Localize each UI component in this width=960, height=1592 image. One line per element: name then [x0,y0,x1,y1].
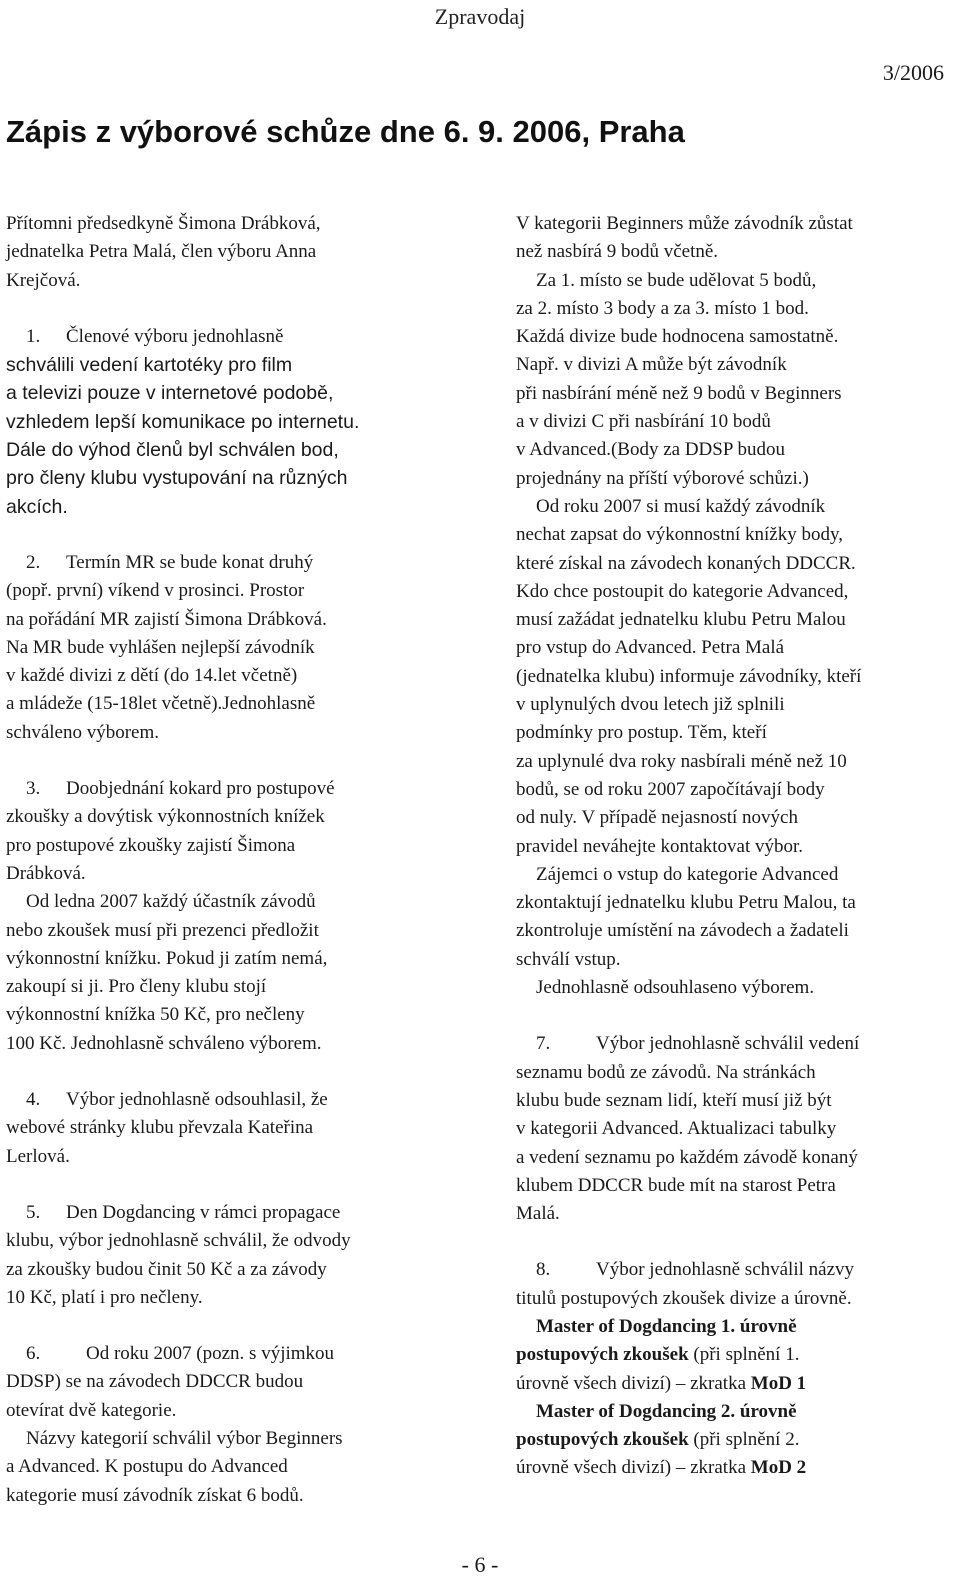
title-mod1-cont: postupových zkoušek [516,1344,689,1366]
text-line: Výbor jednohlasně schválil vedení [596,1033,860,1055]
text-line: jednatelka Petra Malá, člen výboru Anna [6,241,317,263]
text-line: Krejčová. [6,269,81,291]
text-line: a televizi pouze v internetové podobě, [6,382,334,405]
text-line: Termín MR se bude konat druhý [66,551,314,573]
text-line: schváleno výborem. [6,721,160,743]
text-line: schválili vedení kartotéky pro film [6,354,293,377]
text-line: Dále do výhod členů byl schválen bod, [6,439,339,462]
text-line: (jednatelka klubu) informuje závodníky, kteří [516,665,862,687]
text-line: Každá divize bude hodnocena samostatně. [516,326,839,348]
text-line: vzhledem lepší komunikace po internetu. [6,410,360,433]
text-line: klubu, výbor jednohlasně schválil, že odvody [6,1230,351,1252]
text-line: podmínky pro postup. Těm, kteří [516,722,767,744]
item-number: 7. [536,1033,551,1055]
text-line: v každé divizi z dětí (do 14.let včetně) [6,665,298,687]
text-line: a mládeže (15-18let včetně).Jednohlasně [6,693,316,715]
text-line: v kategorii Advanced. Aktualizaci tabulky [516,1118,837,1140]
text-line: za uplynulé dva roky nasbírali méně než 10 [516,750,847,772]
text-line: webové stránky klubu převzala Kateřina [6,1117,314,1139]
text-line: Na MR bude vyhlášen nejlepší závodník [6,636,315,658]
text-line: V kategorii Beginners může závodník zůstat [516,213,853,234]
text-line: Např. v divizi A může být závodník [516,354,787,376]
item-8 [516,1256,956,1482]
page-number: - 6 - [461,1552,499,1577]
abbr-mod1: MoD 1 [750,1372,807,1394]
text-line: nechat zapsat do výkonnostní knížky body, [516,524,843,546]
text-line: 100 Kč. Jednohlasně schváleno výborem. [6,1032,322,1054]
text-line: a v divizi C při nasbírání 10 bodů [516,411,771,433]
text-line: (popř. první) víkend v prosinci. Prostor [6,580,305,602]
categories-paragraph [516,210,956,1002]
text-line: Od roku 2007 (pozn. s výjimkou [86,1343,335,1365]
text-line: musí zažádat jednatelku klubu Petru Malou [516,609,846,631]
item-6 [6,1340,446,1510]
title-mod1: Master of Dogdancing 1. úrovně [536,1315,797,1337]
attendees-paragraph [6,210,446,295]
text-line: zkontroluje umístění na závodech a žadateli [516,920,849,942]
text-line: od nuly. V případě nejasností nových [516,807,798,829]
text-line: než nasbírá 9 bodů včetně. [516,241,719,263]
item-7 [516,1030,956,1228]
text-line: pro vstup do Advanced. Petra Malá [516,637,785,659]
text-line: pro postupové zkoušky zajistí Šimona [6,834,296,856]
text-line: a Advanced. K postupu do Advanced [6,1456,288,1478]
item-number: 6. [26,1343,41,1365]
text-line: projednány na příští výborové schůzi.) [516,467,809,489]
document-title: Zápis z výborové schůze dne 6. 9. 2006, Praha [6,114,685,149]
text-line: schválí vstup. [516,948,621,970]
item-number: 2. [26,551,41,573]
text-line: zkoušky a dovýtisk výkonnostních knížek [6,806,325,828]
title-mod2: Master of Dogdancing 2. úrovně [536,1400,797,1422]
text-line: Od roku 2007 si musí každý závodník [536,495,826,517]
text-line: v uplynulých dvou letech již splnili [516,694,785,716]
text-line: Výbor jednohlasně odsouhlasil, že [66,1089,328,1111]
text-line: Od ledna 2007 každý účastník závodů [26,891,316,913]
text-line: a vedení seznamu po každém závodě konaný [516,1146,858,1168]
item-number: 4. [26,1089,41,1111]
item-number: 1. [26,325,41,347]
text-line: výkonnostní knížka 50 Kč, pro nečleny [6,1004,305,1026]
text-line: DDSP) se na závodech DDCCR budou [6,1371,304,1393]
text-line: Názvy kategorií schválil výbor Beginners [26,1427,343,1449]
issue-number: 3/2006 [882,60,944,85]
abbr-mod2: MoD 2 [750,1457,807,1479]
item-number: 8. [536,1259,551,1281]
text-line: Výbor jednohlasně schválil názvy [596,1259,855,1281]
text-line: úrovně všech divizí) – zkratka [516,1457,751,1479]
item-4 [6,1086,446,1171]
left-column [6,210,446,1510]
item-1 [6,323,446,521]
text-line: v Advanced.(Body za DDSP budou [516,439,785,461]
text-line: Doobjednání kokard pro postupové [66,778,335,800]
item-number: 5. [26,1201,41,1223]
item-number: 3. [26,778,41,800]
title-mod2-cont: postupových zkoušek [516,1429,689,1451]
item-3 [6,775,446,1058]
text-line: seznamu bodů ze závodů. Na stránkách [516,1061,816,1083]
text-line: zakoupí si ji. Pro členy klubu stojí [6,976,267,998]
text-line: které získal na závodech konaných DDCCR. [516,552,856,574]
text-line: Přítomni předsedkyně Šimona Drábková, [6,213,321,234]
text-line: nebo zkoušek musí při prezenci předložit [6,919,319,941]
text-line: Lerlová. [6,1145,70,1167]
text-line: výkonnostní knížku. Pokud ji zatím nemá, [6,947,328,969]
right-column [516,210,956,1483]
text-line: Za 1. místo se bude udělovat 5 bodů, [536,269,817,291]
text-line: za zkoušky budou činit 50 Kč a za závody [6,1258,327,1280]
text-line: za 2. místo 3 body a za 3. místo 1 bod. [516,297,809,319]
text-line: Jednohlasně odsouhlaseno výborem. [536,977,815,999]
text-line: úrovně všech divizí) – zkratka [516,1372,751,1394]
text-line: Kdo chce postoupit do kategorie Advanced, [516,580,849,602]
text-line: 10 Kč, platí i pro nečleny. [6,1286,203,1308]
text-line: při nasbírání méně než 9 bodů v Beginners [516,382,842,404]
text-line: Zájemci o vstup do kategorie Advanced [536,863,839,885]
text-line: otevírat dvě kategorie. [6,1399,177,1421]
text-line: Den Dogdancing v rámci propagace [66,1201,341,1223]
item-5 [6,1199,446,1312]
text-line: bodů, se od roku 2007 započítávají body [516,778,825,800]
text-line: (při splnění 2. [688,1429,800,1451]
text-line: klubu bude seznam lidí, kteří musí již být [516,1089,832,1111]
item-2 [6,549,446,747]
text-line: (při splnění 1. [688,1344,800,1366]
text-line: titulů postupových zkoušek divize a úrovně. [516,1287,852,1309]
text-line: kategorie musí závodník získat 6 bodů. [6,1484,304,1506]
text-line: na pořádání MR zajistí Šimona Drábková. [6,608,327,630]
newsletter-name: Zpravodaj [434,4,526,29]
text-line: Členové výboru jednohlasně [66,325,284,347]
text-line: zkontaktují jednatelku klubu Petru Malou, ta [516,892,856,914]
text-line: Drábková. [6,862,86,884]
text-line: pro členy klubu vystupování na různých [6,467,348,490]
text-line: klubem DDCCR bude mít na starost Petra [516,1174,836,1196]
text-line: pravidel neváhejte kontaktovat výbor. [516,835,804,857]
text-line: Malá. [516,1203,560,1225]
text-line: akcích. [6,495,68,518]
